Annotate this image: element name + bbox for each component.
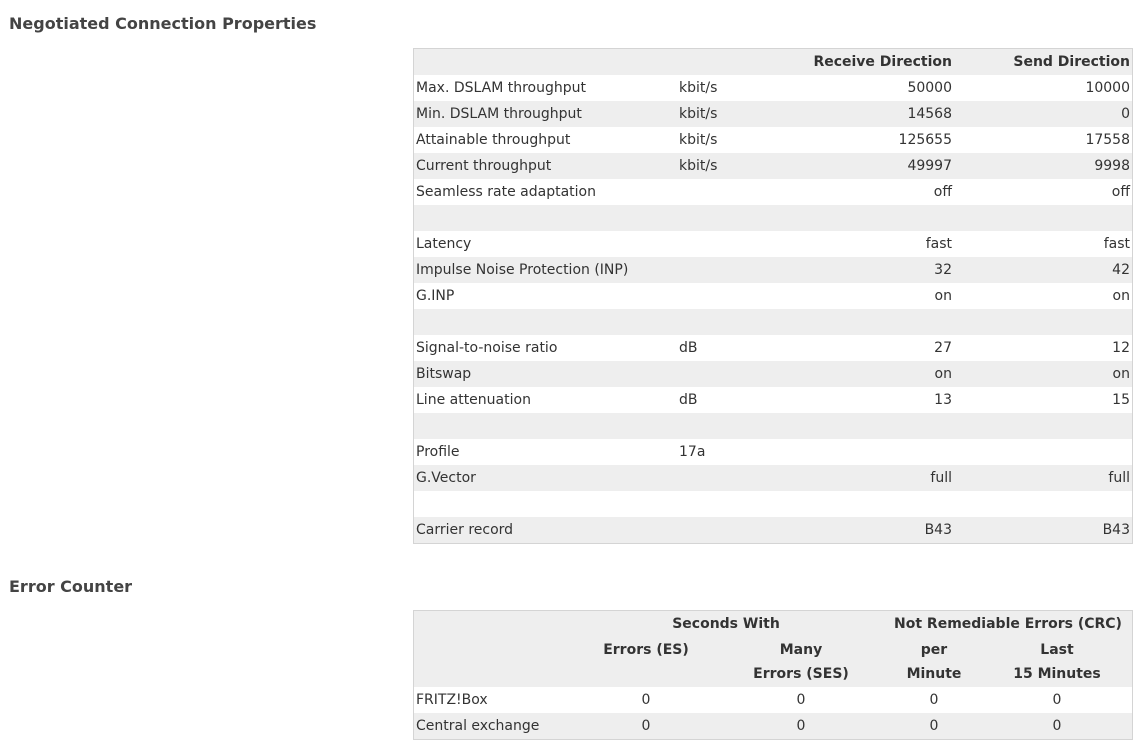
column-header-ses-line2: Errors (SES) bbox=[753, 666, 849, 682]
table-row bbox=[414, 127, 1132, 153]
column-header-per-minute-line2: Minute bbox=[906, 666, 962, 682]
spacer-row bbox=[414, 205, 1132, 231]
row-label: Carrier record bbox=[416, 522, 514, 538]
table-row bbox=[414, 153, 1132, 179]
receive-value: 125655 bbox=[898, 132, 952, 148]
column-header-last15-line1: Last bbox=[1040, 642, 1074, 658]
row-label: FRITZ!Box bbox=[416, 692, 488, 708]
receive-value: B43 bbox=[924, 522, 952, 538]
receive-value: off bbox=[933, 184, 952, 200]
receive-value: full bbox=[930, 470, 952, 486]
row-label: Profile bbox=[416, 444, 460, 460]
receive-value: on bbox=[934, 288, 952, 304]
table-row bbox=[414, 75, 1132, 101]
column-header-last15-line2: 15 Minutes bbox=[1013, 666, 1101, 682]
row-label: Latency bbox=[416, 236, 472, 252]
receive-value: 32 bbox=[934, 262, 952, 278]
receive-value: 13 bbox=[934, 392, 952, 408]
table-row bbox=[414, 283, 1132, 309]
column-header-per-minute-line1: per bbox=[920, 642, 948, 658]
spacer-row bbox=[414, 413, 1132, 439]
row-unit: kbit/s bbox=[679, 158, 718, 174]
table-row bbox=[414, 517, 1132, 543]
send-value: off bbox=[1111, 184, 1130, 200]
table-row bbox=[414, 179, 1132, 205]
table-row bbox=[414, 387, 1132, 413]
send-value: 17558 bbox=[1085, 132, 1130, 148]
per-minute-value: 0 bbox=[929, 692, 939, 708]
column-header-receive: Receive Direction bbox=[813, 54, 952, 70]
send-value: 9998 bbox=[1094, 158, 1130, 174]
table-row bbox=[414, 361, 1132, 387]
send-value: full bbox=[1108, 470, 1130, 486]
row-unit: 17a bbox=[679, 444, 706, 460]
row-label: Current throughput bbox=[416, 158, 552, 174]
per-minute-value: 0 bbox=[929, 718, 939, 734]
table-row bbox=[414, 439, 1132, 465]
row-unit: dB bbox=[679, 340, 698, 356]
receive-value: 49997 bbox=[907, 158, 952, 174]
send-value: 12 bbox=[1112, 340, 1130, 356]
receive-value: on bbox=[934, 366, 952, 382]
receive-value: 14568 bbox=[907, 106, 952, 122]
spacer-row bbox=[414, 491, 1132, 517]
column-group-crc: Not Remediable Errors (CRC) bbox=[894, 616, 1122, 632]
row-label: Attainable throughput bbox=[416, 132, 571, 148]
table-row bbox=[414, 713, 1132, 739]
last-15-value: 0 bbox=[1052, 718, 1062, 734]
column-header-ses-line1: Many bbox=[779, 642, 823, 658]
row-label: Bitswap bbox=[416, 366, 472, 382]
send-value: 15 bbox=[1112, 392, 1130, 408]
es-value: 0 bbox=[641, 718, 651, 734]
column-group-seconds-with: Seconds With bbox=[672, 616, 780, 632]
connection-properties-table bbox=[413, 48, 1133, 544]
table-row bbox=[414, 257, 1132, 283]
send-value: 0 bbox=[1121, 106, 1130, 122]
row-label: G.Vector bbox=[416, 470, 476, 486]
table-header-row bbox=[414, 49, 1132, 75]
row-unit: kbit/s bbox=[679, 132, 718, 148]
send-value: 42 bbox=[1112, 262, 1130, 278]
table-header-row bbox=[414, 611, 1132, 687]
receive-value: 50000 bbox=[907, 80, 952, 96]
row-label: G.INP bbox=[416, 288, 455, 304]
table-row bbox=[414, 231, 1132, 257]
send-value: on bbox=[1112, 366, 1130, 382]
row-label: Signal-to-noise ratio bbox=[416, 340, 558, 356]
table-row bbox=[414, 335, 1132, 361]
row-unit: kbit/s bbox=[679, 80, 718, 96]
row-label: Central exchange bbox=[416, 718, 540, 734]
row-label: Line attenuation bbox=[416, 392, 531, 408]
receive-value: fast bbox=[925, 236, 952, 252]
row-unit: kbit/s bbox=[679, 106, 718, 122]
column-header-es: Errors (ES) bbox=[603, 642, 689, 658]
send-value: fast bbox=[1103, 236, 1130, 252]
send-value: on bbox=[1112, 288, 1130, 304]
error-counter-table bbox=[413, 610, 1133, 740]
row-label: Min. DSLAM throughput bbox=[416, 106, 582, 122]
send-value: B43 bbox=[1102, 522, 1130, 538]
last-15-value: 0 bbox=[1052, 692, 1062, 708]
es-value: 0 bbox=[641, 692, 651, 708]
table-row bbox=[414, 687, 1132, 713]
row-label: Impulse Noise Protection (INP) bbox=[416, 262, 629, 278]
table-row bbox=[414, 465, 1132, 491]
section-title-error-counter: Error Counter bbox=[9, 577, 133, 596]
receive-value: 27 bbox=[934, 340, 952, 356]
column-header-send: Send Direction bbox=[1013, 54, 1130, 70]
section-title-connection-properties: Negotiated Connection Properties bbox=[9, 14, 317, 33]
row-label: Max. DSLAM throughput bbox=[416, 80, 586, 96]
table-row bbox=[414, 101, 1132, 127]
send-value: 10000 bbox=[1085, 80, 1130, 96]
spacer-row bbox=[414, 309, 1132, 335]
row-unit: dB bbox=[679, 392, 698, 408]
ses-value: 0 bbox=[796, 718, 806, 734]
row-label: Seamless rate adaptation bbox=[416, 184, 596, 200]
ses-value: 0 bbox=[796, 692, 806, 708]
